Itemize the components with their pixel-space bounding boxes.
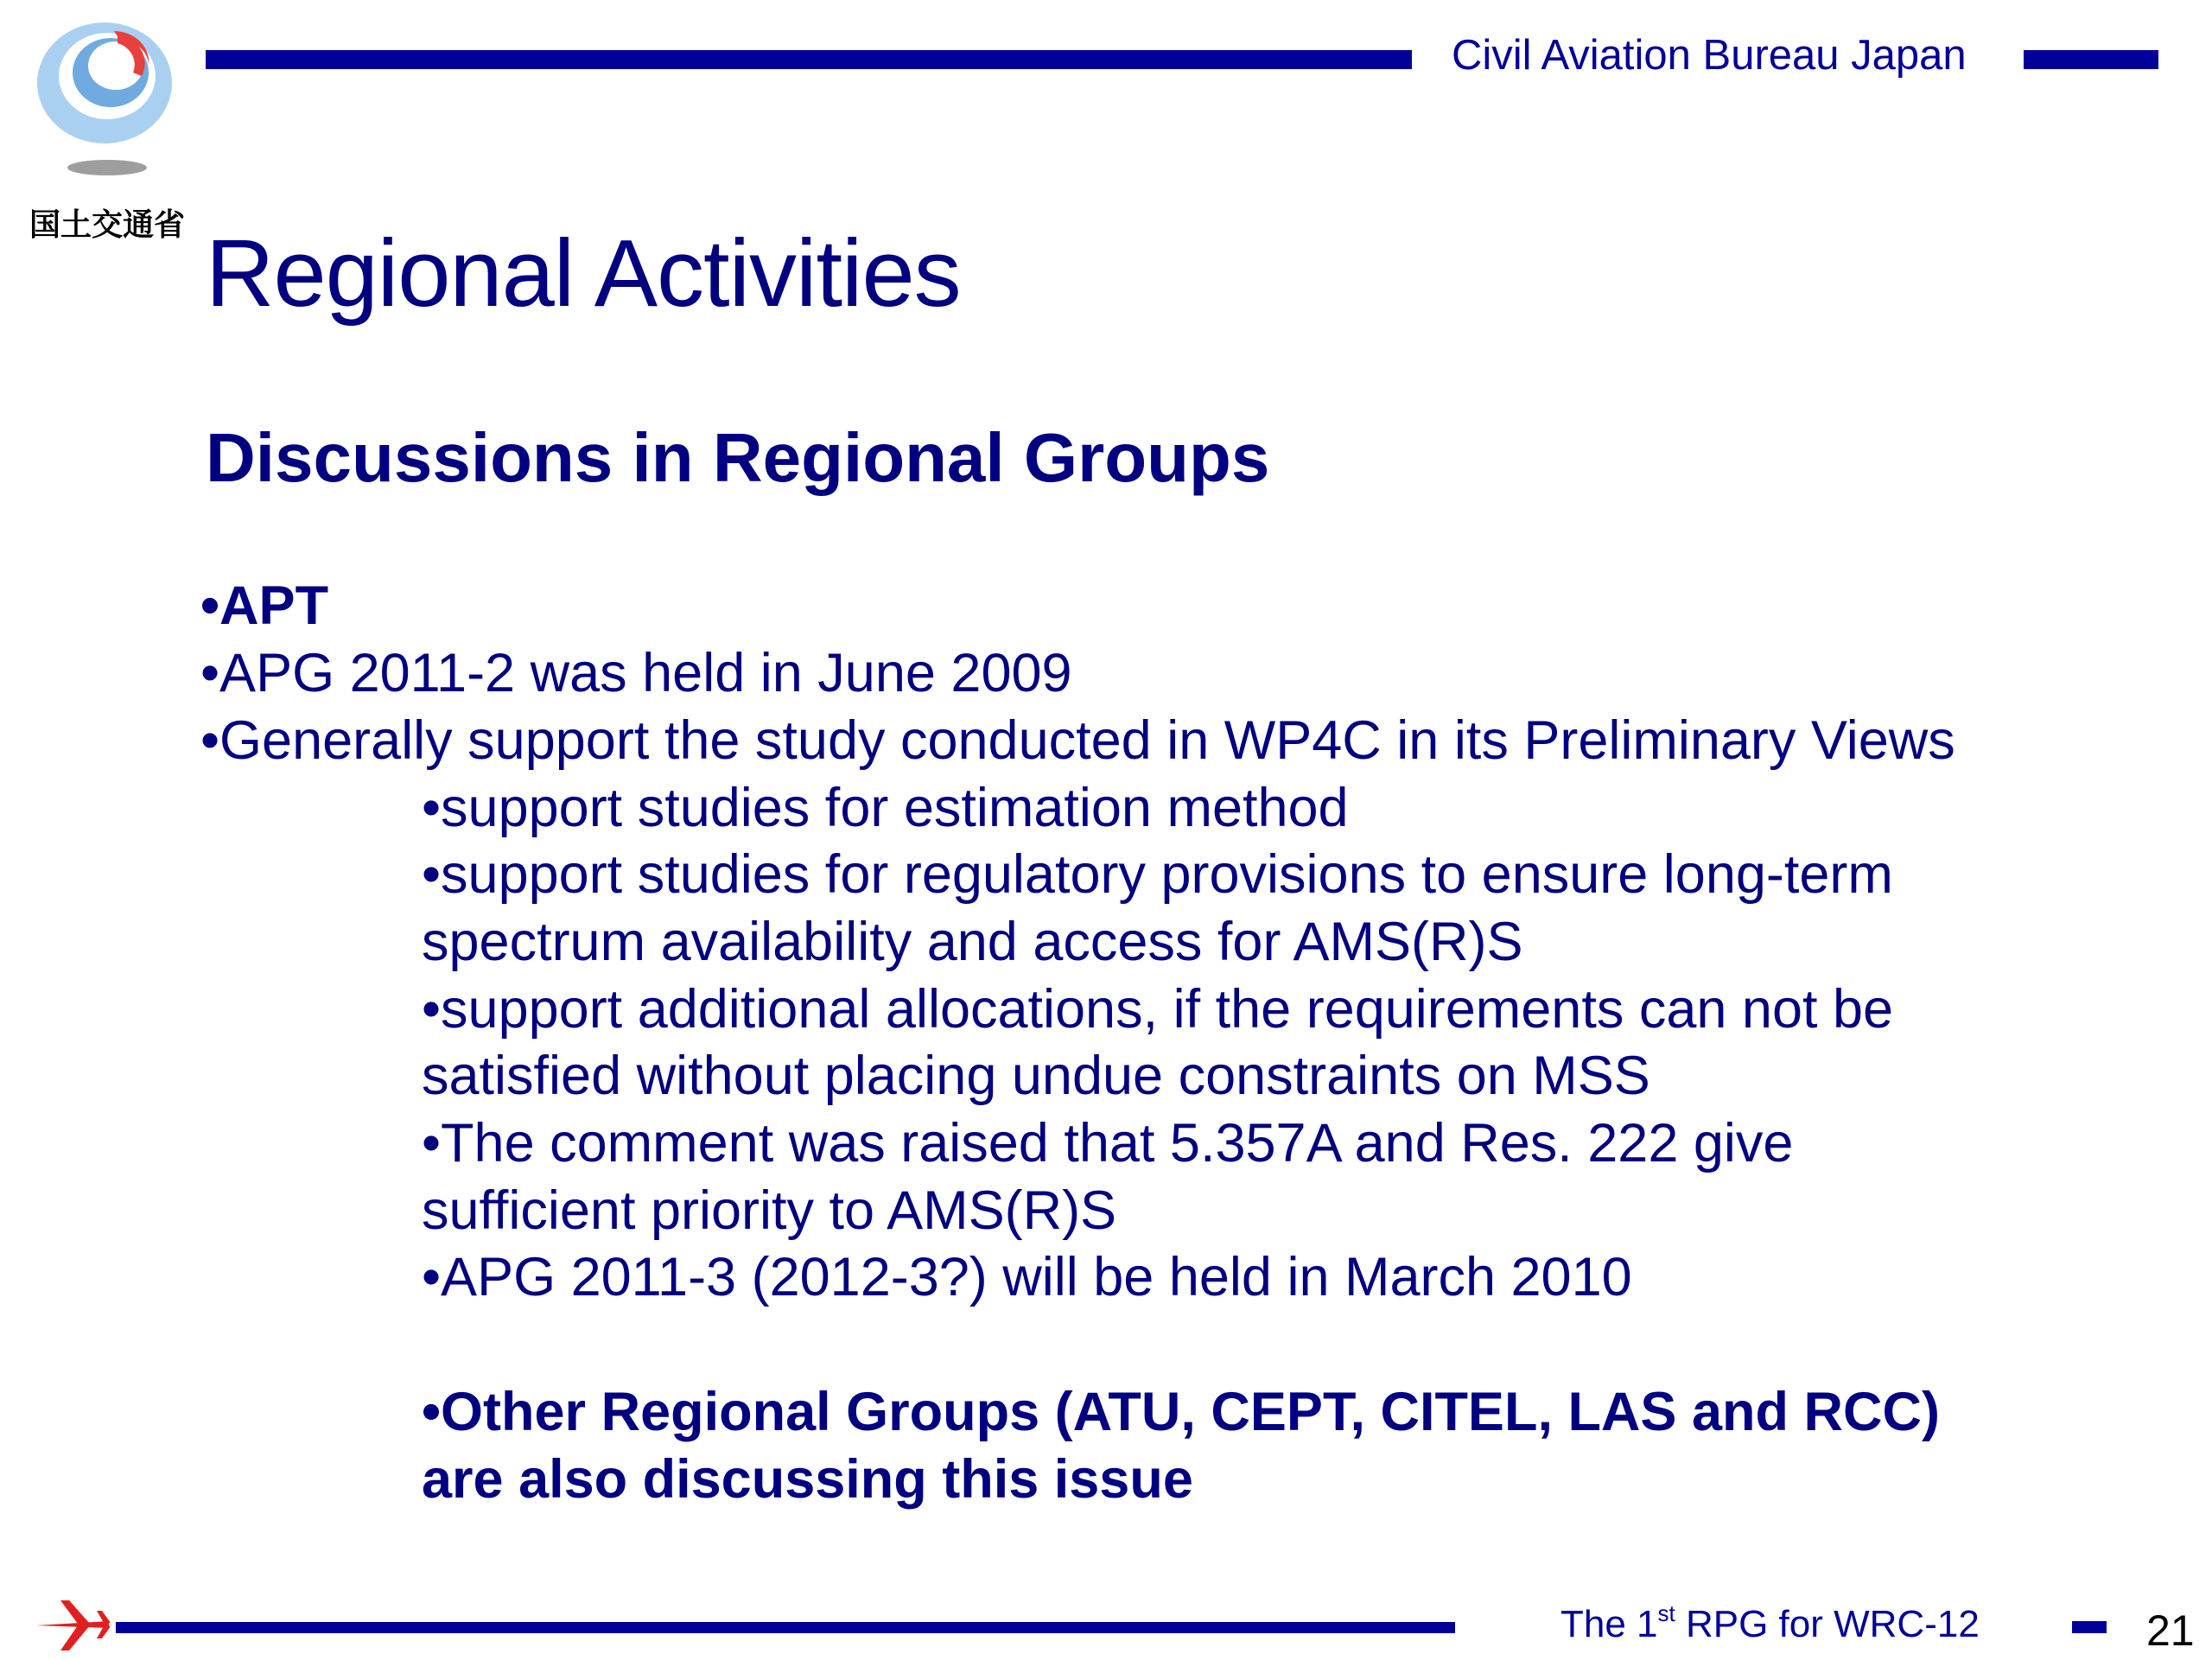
bullet-line: •APG 2011-2 was held in June 2009 xyxy=(200,643,1072,703)
bullet-apt: •APT xyxy=(200,576,329,636)
organization-name: Civil Aviation Bureau Japan xyxy=(1452,32,1967,79)
sub-bullet-line: •The comment was raised that 5.357A and Res. 222 give xyxy=(422,1113,1794,1173)
slide-title: Regional Activities xyxy=(206,220,961,327)
bold-bullet-line: are also discussing this issue xyxy=(422,1449,1193,1510)
mlit-logo-icon xyxy=(31,16,178,180)
footer-prefix: The 1 xyxy=(1560,1603,1658,1645)
sub-bullet-line: spectrum availability and access for AMS(R)S xyxy=(422,912,1523,972)
footer-suffix: RPG for WRC-12 xyxy=(1675,1603,1980,1645)
airplane-icon xyxy=(35,1595,112,1656)
sub-bullet-line: •support studies for estimation method xyxy=(422,778,1349,838)
top-rule-short xyxy=(2024,50,2158,69)
sub-bullet-line: •support studies for regulatory provisions to ensure long-term xyxy=(422,844,1893,905)
page-number: 21 xyxy=(2146,1606,2195,1655)
sub-bullet-line: satisfied without placing undue constraints on MSS xyxy=(422,1046,1650,1106)
sub-bullet-line: sufficient priority to AMS(R)S xyxy=(422,1180,1117,1241)
section-heading: Discussions in Regional Groups xyxy=(206,419,1270,496)
bottom-rule xyxy=(116,1622,1455,1633)
footer-superscript: st xyxy=(1657,1600,1675,1626)
sub-bullet-line: •support additional allocations, if the requirements can not be xyxy=(422,979,1894,1040)
ministry-label: 国土交通省 xyxy=(29,207,186,243)
bottom-rule-short xyxy=(2072,1621,2107,1633)
sub-bullet-line: •APG 2011-3 (2012-3?) will be held in March 2010 xyxy=(422,1247,1632,1307)
bullet-line: •Generally support the study conducted in WP4C in its Preliminary Views xyxy=(200,710,1955,771)
footer-meeting-title xyxy=(1560,1600,1980,1646)
bold-bullet-line: •Other Regional Groups (ATU, CEPT, CITEL, LAS and RCC) xyxy=(422,1382,1940,1442)
top-rule xyxy=(206,50,1412,69)
